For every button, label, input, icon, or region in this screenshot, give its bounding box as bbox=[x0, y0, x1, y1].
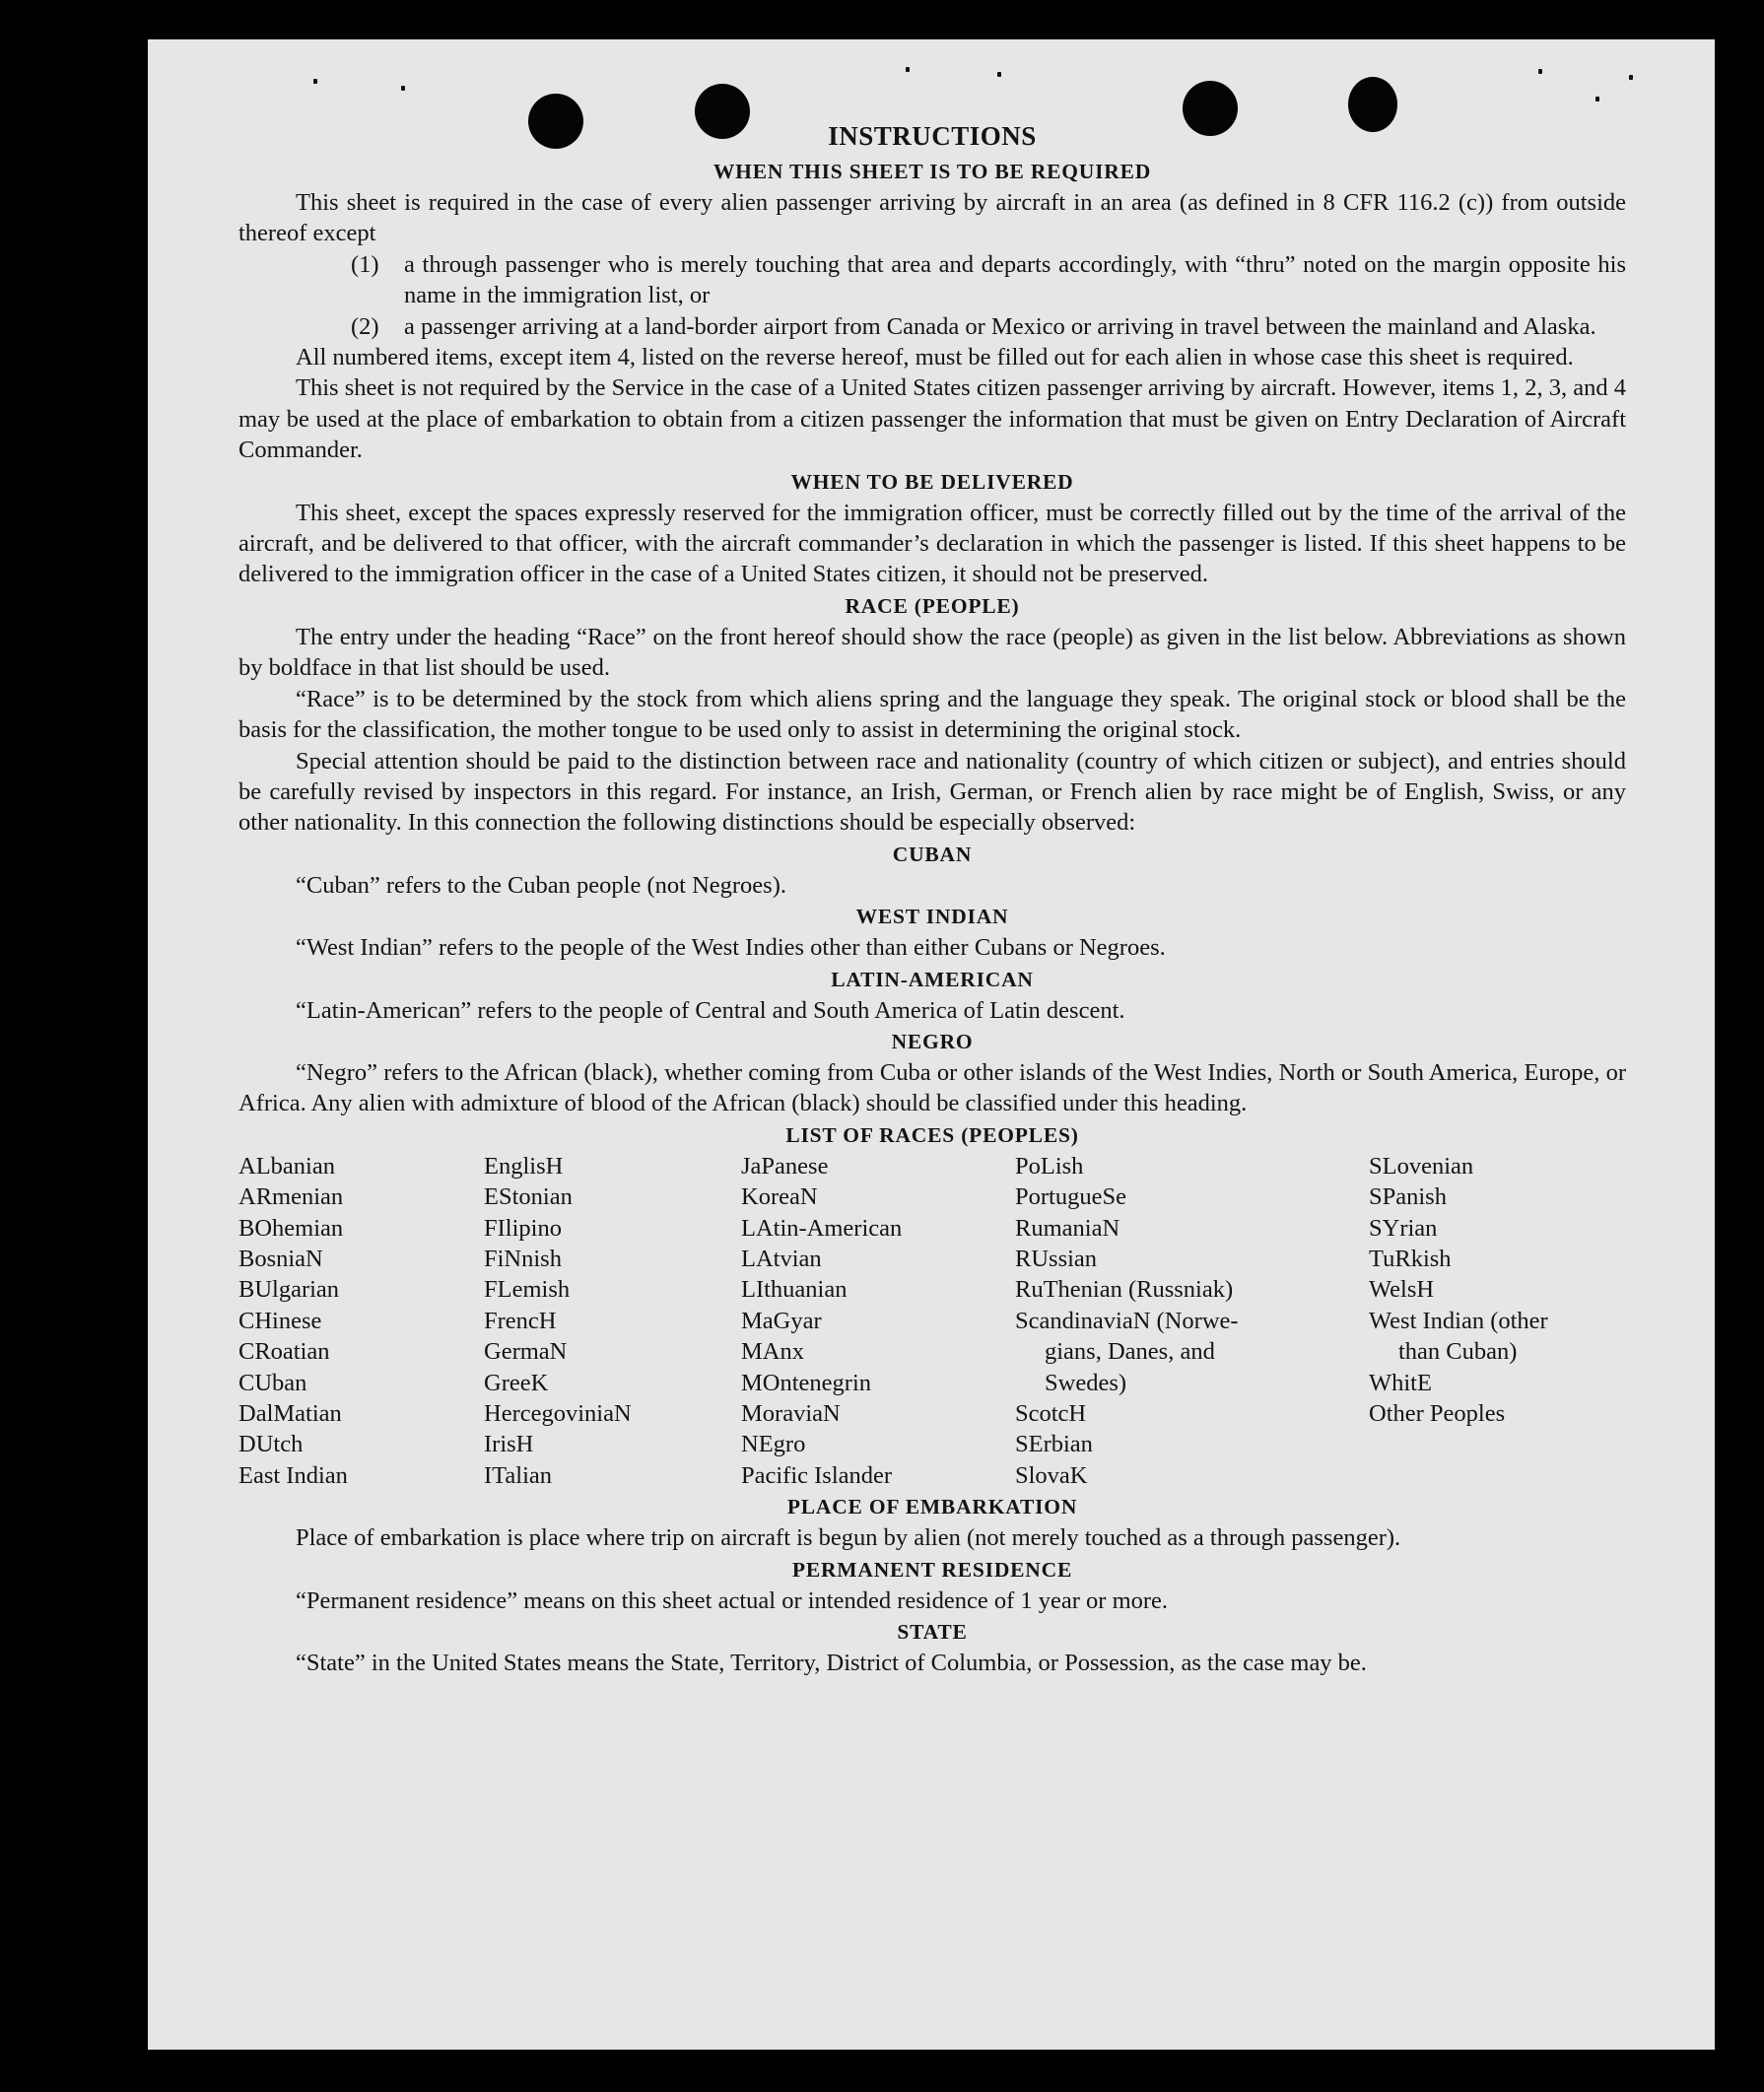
race-item: Pacific Islander bbox=[741, 1461, 893, 1489]
race-item: WhitE bbox=[1369, 1369, 1432, 1396]
race-item: NEgro bbox=[741, 1431, 806, 1458]
list-item bbox=[351, 311, 1626, 342]
paragraph: “Permanent residence” means on this sheet actual or intended residence of 1 year or more. bbox=[296, 1586, 1169, 1614]
item-number: (2) bbox=[351, 312, 379, 340]
page-title: INSTRUCTIONS bbox=[828, 121, 1037, 151]
race-item: LAtin-American bbox=[741, 1214, 903, 1242]
race-item: DUtch bbox=[238, 1431, 304, 1458]
speck-mark bbox=[997, 72, 1001, 77]
race-item: CHinese bbox=[238, 1307, 322, 1334]
race-item: FIlipino bbox=[484, 1214, 562, 1242]
race-item: LAtvian bbox=[741, 1245, 822, 1272]
race-item: GermaN bbox=[484, 1338, 568, 1366]
race-item: WelsH bbox=[1369, 1276, 1435, 1304]
list-item bbox=[351, 249, 1626, 311]
race-item: PortugueSe bbox=[1015, 1183, 1126, 1211]
paragraph: Place of embarkation is place where trip on aircraft is begun by alien (not merely touched as a through passenger). bbox=[296, 1524, 1401, 1552]
race-item: ITalian bbox=[484, 1461, 553, 1489]
race-item: Swedes) bbox=[1045, 1369, 1127, 1396]
race-item: West Indian (other bbox=[1369, 1307, 1548, 1334]
paragraph: “Cuban” refers to the Cuban people (not Negroes). bbox=[296, 871, 786, 899]
race-item: BosniaN bbox=[238, 1245, 323, 1272]
speck-mark bbox=[1629, 75, 1633, 80]
race-item: GreeK bbox=[484, 1369, 549, 1396]
race-item: EStonian bbox=[484, 1183, 573, 1211]
race-item: East Indian bbox=[238, 1461, 348, 1489]
speck-mark bbox=[313, 79, 317, 84]
race-item: IrisH bbox=[484, 1431, 534, 1458]
paragraph: Special attention should be paid to the distinction between race and nationality (country of which citizen or subject), and entries should be carefully revised by inspectors in this regard. For instance, an Irish, German, or French alien by race might be of English, Swiss, or any other nationality. In this connection the following distinctions should be especially observed: bbox=[238, 747, 1626, 837]
race-item: FLemish bbox=[484, 1276, 571, 1304]
speck-mark bbox=[401, 86, 405, 91]
race-item: MaGyar bbox=[741, 1307, 822, 1334]
section-heading: LIST OF RACES (PEOPLES) bbox=[785, 1122, 1079, 1147]
section-heading: PLACE OF EMBARKATION bbox=[786, 1495, 1078, 1519]
speck-mark bbox=[1595, 97, 1599, 101]
item-text: a passenger arriving at a land-border airport from Canada or Mexico or arriving in travel between the mainland and Alaska. bbox=[404, 312, 1596, 340]
race-list bbox=[238, 1151, 1626, 1491]
race-column bbox=[238, 1151, 484, 1491]
paragraph: This sheet, except the spaces expressly reserved for the immigration officer, must be correctly filled out by the time of the arrival of the aircraft, and be delivered to that officer, with the aircraft commander’s declaration in which the passenger is listed. If this sheet happens to be delivered to the immigration officer in the case of a United States citizen, it should not be preserved. bbox=[238, 499, 1626, 588]
race-item: TuRkish bbox=[1369, 1245, 1452, 1272]
race-item: ALbanian bbox=[238, 1152, 335, 1180]
race-item: PoLish bbox=[1015, 1152, 1084, 1180]
paragraph: “Latin-American” refers to the people of Central and South America of Latin descent. bbox=[296, 996, 1125, 1024]
race-item: BUlgarian bbox=[238, 1276, 340, 1304]
race-item: CRoatian bbox=[238, 1338, 330, 1366]
race-column bbox=[1369, 1151, 1626, 1491]
race-column bbox=[484, 1151, 741, 1491]
section-heading: LATIN-AMERICAN bbox=[831, 967, 1034, 991]
item-number: (1) bbox=[351, 250, 379, 278]
section-heading: CUBAN bbox=[892, 842, 973, 866]
speck-mark bbox=[906, 67, 910, 72]
race-item: SPanish bbox=[1369, 1183, 1447, 1211]
paragraph: “Negro” refers to the African (black), whether coming from Cuba or other islands of the West Indies, North or South America, Europe, or Africa. Any alien with admixture of blood of the African (black) should be classified under this heading. bbox=[238, 1058, 1626, 1117]
race-item: EnglisH bbox=[484, 1152, 564, 1180]
race-item: HercegoviniaN bbox=[484, 1400, 632, 1427]
race-item: BOhemian bbox=[238, 1214, 344, 1242]
race-item: RUssian bbox=[1015, 1245, 1098, 1272]
race-item: RuThenian (Russniak) bbox=[1015, 1276, 1234, 1304]
race-column bbox=[741, 1151, 1015, 1491]
section-heading: WHEN TO BE DELIVERED bbox=[790, 469, 1074, 494]
section-heading: STATE bbox=[897, 1620, 968, 1645]
race-item: ScandinaviaN (Norwe- bbox=[1015, 1307, 1239, 1334]
race-item: JaPanese bbox=[741, 1152, 829, 1180]
race-item: ARmenian bbox=[238, 1183, 344, 1211]
race-item: Other Peoples bbox=[1369, 1400, 1506, 1427]
race-item: KoreaN bbox=[741, 1183, 818, 1211]
item-text: a through passenger who is merely touching that area and departs accordingly, with “thru” noted on the margin opposite his name in the immigration list, or bbox=[404, 250, 1626, 309]
section-heading: WHEN THIS SHEET IS TO BE REQUIRED bbox=[712, 160, 1152, 183]
race-item: DalMatian bbox=[238, 1400, 342, 1427]
section-heading: RACE (PEOPLE) bbox=[845, 593, 1020, 618]
race-item: MAnx bbox=[741, 1338, 804, 1366]
paragraph: This sheet is not required by the Service in the case of a United States citizen passenger arriving by aircraft. However, items 1, 2, 3, and 4 may be used at the place of embarkation to obtain from a citizen passenger the information that must be given on Entry Declaration of Aircraft Commander. bbox=[238, 374, 1626, 464]
section-heading: PERMANENT RESIDENCE bbox=[791, 1557, 1073, 1582]
paragraph: This sheet is required in the case of every alien passenger arriving by aircraft in an area (as defined in 8 CFR 116.2 (c)) from outside thereof except bbox=[238, 189, 1626, 247]
race-item: SErbian bbox=[1015, 1431, 1093, 1458]
race-item: LIthuanian bbox=[741, 1276, 848, 1304]
race-item: CUban bbox=[238, 1369, 307, 1396]
race-item: MoraviaN bbox=[741, 1400, 841, 1427]
paragraph: “Race” is to be determined by the stock from which aliens spring and the language they speak. The original stock or blood shall be the basis for the classification, the mother tongue to be used only to assist in determining the original stock. bbox=[238, 685, 1626, 744]
race-item: SYrian bbox=[1369, 1214, 1438, 1242]
race-item: FrencH bbox=[484, 1307, 557, 1334]
race-item: SLovenian bbox=[1369, 1152, 1474, 1180]
race-item: FiNnish bbox=[484, 1245, 562, 1272]
race-item: MOntenegrin bbox=[741, 1369, 871, 1396]
race-item: SlovaK bbox=[1015, 1461, 1088, 1489]
instructions-text bbox=[238, 120, 1626, 1678]
document-page bbox=[148, 39, 1715, 2050]
paragraph: “State” in the United States means the State, Territory, District of Columbia, or Possession, as the case may be. bbox=[296, 1650, 1367, 1677]
race-item: RumaniaN bbox=[1015, 1214, 1120, 1242]
race-item: ScotcH bbox=[1015, 1400, 1087, 1427]
race-column bbox=[1015, 1151, 1369, 1491]
paragraph: The entry under the heading “Race” on the front hereof should show the race (people) as given in the list below. Abbreviations as shown by boldface in that list should be used. bbox=[238, 623, 1626, 682]
speck-mark bbox=[1538, 69, 1542, 74]
section-heading: NEGRO bbox=[891, 1029, 974, 1053]
paragraph: “West Indian” refers to the people of the West Indies other than either Cubans or Negroes. bbox=[296, 934, 1166, 962]
section-heading: WEST INDIAN bbox=[855, 905, 1009, 929]
race-item: gians, Danes, and bbox=[1045, 1338, 1215, 1366]
paragraph: All numbered items, except item 4, listed on the reverse hereof, must be filled out for each alien in whose case this sheet is required. bbox=[296, 344, 1574, 371]
race-item: than Cuban) bbox=[1398, 1338, 1518, 1366]
